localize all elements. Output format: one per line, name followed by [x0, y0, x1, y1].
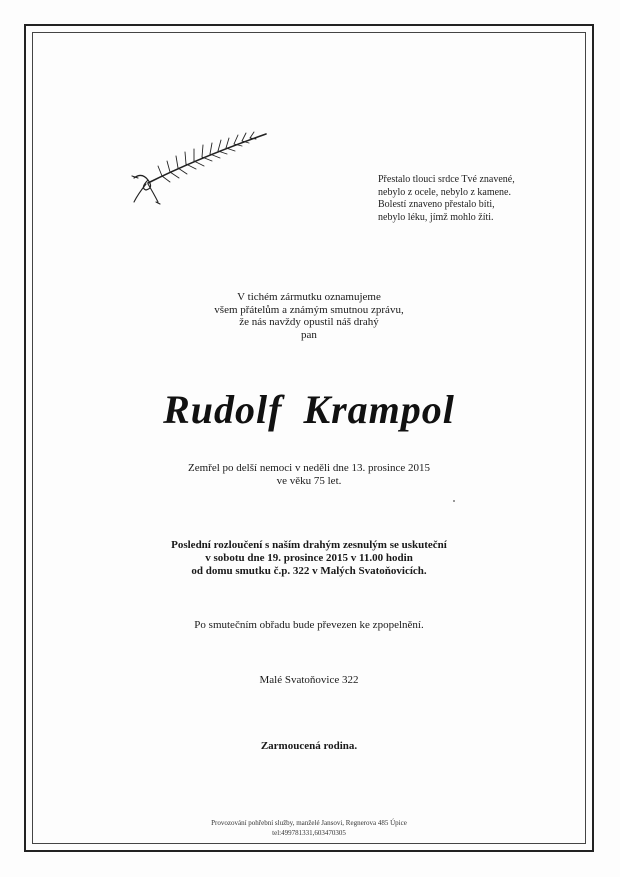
family-address: Malé Svatoňovice 322: [259, 674, 359, 686]
funeral-line: Poslední rozloučení s naším drahým zesnulým se uskuteční: [171, 539, 447, 551]
deceased-name: Rudolf Krampol: [163, 387, 455, 432]
funeral-service-footer: [32, 818, 586, 838]
palm-branch-icon: [128, 128, 270, 208]
signature: Zarmoucená rodina.: [260, 740, 358, 752]
death-notice: [32, 462, 586, 488]
funeral-details: [32, 539, 586, 578]
death-line: Zemřel po delší nemoci v neděli dne 13. prosince 2015: [188, 462, 430, 474]
speck: [453, 500, 455, 502]
inner-border: [32, 32, 586, 844]
footer-line: tel:499781331,603470305: [272, 829, 346, 837]
announcement-text: [32, 291, 586, 341]
poem-line: Přestalo tlouci srdce Tvé znavené,: [378, 174, 515, 185]
death-line: ve věku 75 let.: [276, 475, 342, 487]
footer-line: Provozování pohřební služby, manželé Jansovi, Regnerova 485 Úpice: [211, 819, 407, 827]
announcement-line: že nás navždy opustil náš drahý: [239, 316, 379, 328]
poem-line: nebylo léku, jímž mohlo žíti.: [378, 211, 494, 223]
announcement-line: pan: [301, 328, 317, 341]
poem-line: nebylo z ocele, nebylo z kamene.: [378, 186, 511, 198]
funeral-line: v sobotu dne 19. prosince 2015 v 11.00 hodin: [205, 552, 413, 564]
poem-line: Bolestí znaveno přestalo bíti,: [378, 199, 495, 210]
announcement-line: V tichém zármutku oznamujeme: [237, 291, 381, 303]
funeral-line: od domu smutku č.p. 322 v Malých Svatoňovicích.: [191, 565, 427, 577]
poem-verse: [378, 174, 548, 224]
announcement-line: všem přátelům a známým smutnou zprávu,: [214, 303, 404, 316]
cremation-note: Po smutečním obřadu bude převezen ke zpopelnění.: [194, 619, 424, 631]
